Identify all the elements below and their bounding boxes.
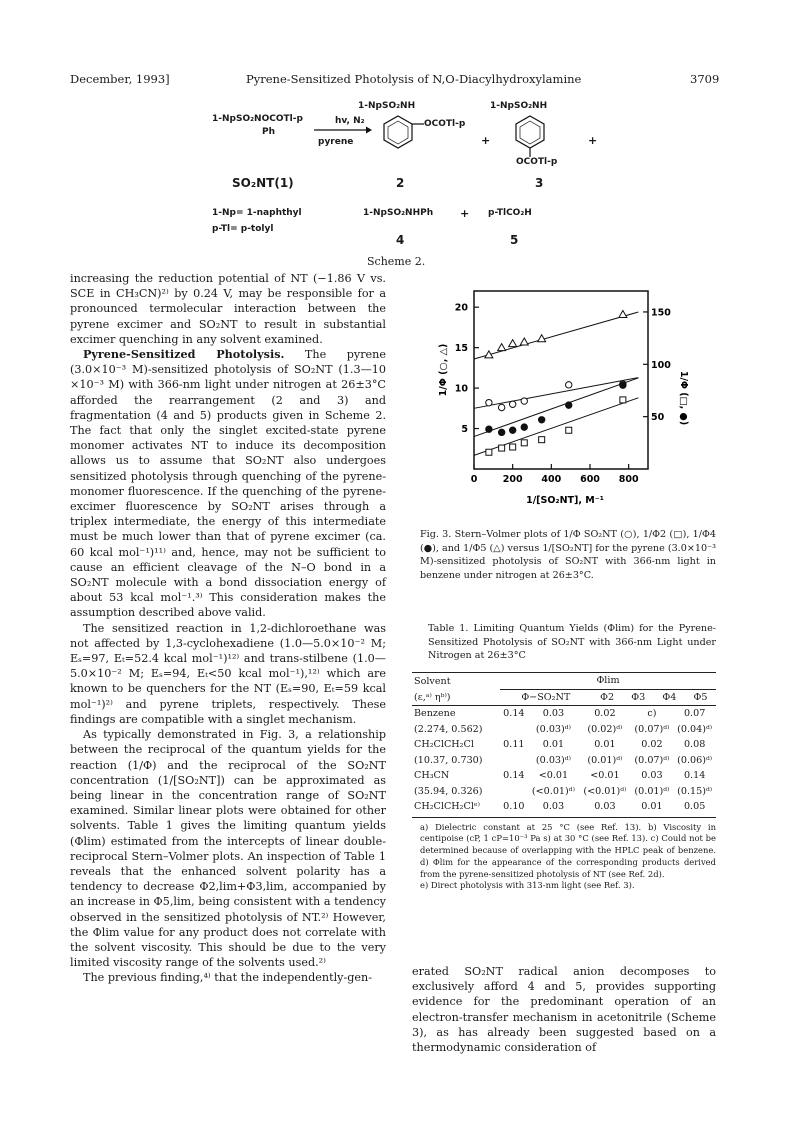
product-2-ester: OCOTl-p — [424, 119, 466, 129]
x-tick-label: 800 — [618, 474, 639, 485]
data-point-open-circle — [498, 404, 504, 410]
value-cell: 0.03 — [542, 708, 565, 720]
value-cell: <0.01 — [538, 770, 569, 782]
data-point-open-circle — [521, 398, 527, 404]
compound-label-5: 5 — [510, 233, 519, 247]
plus-sign: + — [460, 207, 470, 220]
value-cell: 0.01 — [542, 739, 565, 751]
value-cell: 0.01 — [594, 739, 616, 751]
section-heading: Pyrene-Sensitized Photolysis. — [83, 347, 285, 362]
value-cell: 0.14 — [503, 708, 525, 720]
fit-line — [474, 312, 638, 359]
product-4-formula: 1-NpSO₂NHPh — [363, 208, 434, 218]
data-point-square — [521, 440, 527, 446]
footnote: a) Dielectric constant at 25 °C (see Ref. 13). b) Viscosity in centipoise (cP, 1 cP=10⁻³ Pa s) at 30 °C (see Ref. 13). c) Could not be determined because of overlapping with the HPLC peak of benzene. d) Φlim for the appearance of the corresponding products derived from the pyrene-sensitized photolysis of NT (see Ref. 2d). — [420, 821, 716, 879]
value-cell: 0.03 — [641, 770, 663, 782]
data-point-triangle — [498, 344, 506, 351]
value-cell: 0.08 — [683, 739, 706, 751]
column-header: Φ5 — [693, 691, 708, 703]
value-cell: (0.06)ᵈ⁾ — [677, 754, 713, 766]
table-row — [412, 784, 716, 800]
table-row — [412, 768, 716, 784]
value-cell: 0.03 — [542, 801, 565, 813]
table-row — [412, 722, 716, 738]
value-cell: (0.07)ᵈ⁾ — [634, 754, 670, 766]
x-tick-label: 600 — [580, 474, 600, 485]
value-cell — [500, 722, 528, 738]
solvent-cell: (35.94, 0.326) — [414, 785, 483, 797]
data-point-square — [510, 444, 516, 450]
table-header — [412, 672, 716, 706]
value-cell: (0.07)ᵈ⁾ — [634, 723, 670, 735]
product-2-nh: 1-NpSO₂NH — [358, 101, 416, 111]
product-3-nh: 1-NpSO₂NH — [490, 101, 548, 111]
product-3-benzene-ring — [510, 113, 554, 161]
y-right-axis-label: 1/Φ (□, ●) — [678, 370, 689, 426]
scheme-2 — [180, 100, 650, 270]
table-row — [412, 799, 716, 815]
solvent-cell: CH₂ClCH₂Clᵉ⁾ — [414, 801, 480, 813]
left-column — [70, 271, 386, 986]
paragraph: increasing the reduction potential of NT (−1.86 V vs. SCE in CH₃CN)²⁾ by 0.24 V, may be responsible for a pronounced termolecular interaction between the pyrene excimer and SO₂NT to result in substantial excimer quenching in any solvent examined. — [70, 272, 386, 346]
paragraph: As typically demonstrated in Fig. 3, a relationship between the reciprocal of the quantum yields for the reaction (1/Φ) and the reciprocal of the SO₂NT concentration (1/[SO₂NT]) can be approximated as being linear in the concentration range of SO₂NT examined. Similar linear plots were obtained for other solvents. Table 1 gives the limiting quantum yields (Φlim) estimated from the intercepts of linear double-reciprocal Stern–Volmer plots. An inspection of Table 1 reveals that the enhanced solvent polarity has a tendency to decrease Φ2,lim+Φ3,lim, accompanied by an increase in Φ5,lim, being consistent with a tendency observed in the sensitized photolysis of NT.²⁾ However, the Φlim value for any product does not correlate with the solvent viscosity. This should be due to the very limited viscosity range of the solvents used.²⁾ — [70, 728, 386, 970]
data-point-filled-circle — [521, 424, 527, 430]
data-point-filled-circle — [486, 426, 492, 432]
value-cell: 0.14 — [683, 770, 706, 782]
value-cell: (<0.01)ᵈ⁾ — [583, 785, 627, 797]
y-right-tick-label: 50 — [651, 412, 665, 424]
table-1 — [412, 672, 716, 892]
reaction-conditions: hv, N₂ — [335, 116, 365, 126]
plus-sign: + — [481, 134, 491, 147]
x-tick-label: 200 — [502, 474, 523, 485]
y-left-tick-label: 5 — [461, 424, 468, 436]
y-left-tick-label: 15 — [454, 343, 468, 355]
table-row — [412, 737, 716, 753]
paragraph: The previous finding,⁴⁾ that the independently-gen- — [83, 971, 373, 985]
value-cell: (<0.01)ᵈ⁾ — [531, 785, 575, 797]
column-header: Φ2 — [600, 691, 615, 703]
data-point-filled-circle — [620, 382, 626, 388]
reactant-formula: 1-NpSO₂NOCOTl-p — [212, 114, 303, 124]
solvent-cell: Benzene — [414, 708, 456, 720]
y-left-axis-label: 1/Φ (○, △) — [438, 343, 449, 397]
abbreviation-tl: p-Tl= p-tolyl — [212, 224, 274, 234]
value-cell: (0.03)ᵈ⁾ — [535, 723, 571, 735]
value-cell: 0.03 — [594, 801, 616, 813]
figure-3-chart — [412, 283, 692, 521]
value-cell: c) — [647, 708, 657, 720]
value-cell: 0.01 — [641, 801, 663, 813]
reactant-phenyl: Ph — [262, 127, 276, 137]
solvent-cell: (2.274, 0.562) — [414, 723, 483, 735]
data-point-square — [486, 449, 492, 455]
plus-sign: + — [588, 134, 598, 147]
y-left-tick-label: 20 — [454, 302, 468, 314]
table-1-title: Table 1. Limiting Quantum Yields (Φlim) for the Pyrene-Sensitized Photolysis of SO₂NT with 366-nm Light under Nitrogen at 26±3°C — [428, 623, 716, 662]
right-column-tail: erated SO₂NT radical anion decomposes to exclusively afford 4 and 5, provides supporting evidence for the predominant operation of an electron-transfer mechanism in acetonitrile (Scheme 3), as has already been suggested based on a thermodynamic consideration of — [412, 965, 716, 1055]
value-cell: 0.02 — [594, 708, 616, 720]
value-cell: (0.01)ᵈ⁾ — [634, 785, 670, 797]
paragraph-text: The pyrene (3.0×10⁻³ M)-sensitized photolysis of SO₂NT (1.3—10 ×10⁻³ M) with 366-nm light under nitrogen at 26±3°C afforded the rearrangement (2 and 3) and fragmentation (4 and 5) products given in Scheme 2. The fact that only the singlet excited-state pyrene monomer activates NT to induce its decomposition allows us to assume that SO₂NT also undergoes sensitized photolysis through quenching of the pyrene-monomer fluorescence. If the quenching of the pyrene-excimer fluorescence by SO₂NT arises through a triplex intermediate, the energy of this intermediate must be much lower than that of pyrene excimer (ca. 60 kcal mol⁻¹)¹¹⁾ and, hence, may not be sufficient to cause an efficient cleavage of the N–O bond in a SO₂NT molecule with a bond dissociation energy of about 53 kcal mol⁻¹.³⁾ This consideration makes the assumption described above valid. — [70, 348, 387, 620]
page-number: 3709 — [690, 72, 720, 86]
data-point-filled-circle — [498, 429, 504, 435]
paragraph — [70, 347, 386, 621]
data-point-square — [620, 397, 626, 403]
scheme-caption: Scheme 2. — [367, 255, 426, 268]
table-row — [412, 753, 716, 769]
compound-label-4: 4 — [396, 233, 405, 247]
abbreviation-np: 1-Np= 1-naphthyl — [212, 208, 302, 218]
sensitizer-label: pyrene — [318, 137, 354, 147]
value-cell — [500, 784, 528, 800]
data-point-square — [566, 427, 572, 433]
x-axis-label: 1/[SO₂NT], M⁻¹ — [526, 495, 604, 506]
data-point-filled-circle — [538, 417, 544, 423]
data-point-open-circle — [509, 401, 515, 407]
running-head-title: Pyrene-Sensitized Photolysis of N,O-Diacylhydroxylamine — [246, 72, 582, 86]
data-point-filled-circle — [509, 427, 515, 433]
value-cell — [500, 753, 528, 769]
data-point-triangle — [538, 335, 546, 342]
value-cell: 0.02 — [641, 739, 663, 751]
header-phi-lim: Φlim — [500, 673, 716, 689]
column-header: Φ−SO₂NT — [521, 691, 571, 703]
table-header-grid — [412, 673, 716, 705]
table-footnotes — [412, 822, 716, 893]
value-cell: 0.05 — [683, 801, 706, 813]
data-point-triangle — [520, 338, 528, 345]
value-cell: 0.07 — [683, 708, 706, 720]
data-point-square — [499, 445, 505, 451]
paragraph: The sensitized reaction in 1,2-dichloroethane was not affected by 1,3-cyclohexadiene (1.0—5.0×10⁻² M; Eₛ=97, Eₜ=52.4 kcal mol⁻¹)¹²⁾ and trans-stilbene (1.0—5.0×10⁻² M; Eₛ=94, Eₜ<50 kcal mol⁻¹),¹²⁾ which are known to be quenchers for the NT (Eₛ=90, Eₜ=59 kcal mol⁻¹)²⁾ and pyrene triplets, respectively. These findings are compatible with a singlet mechanism. — [70, 621, 386, 726]
data-point-open-circle — [566, 382, 572, 388]
solvent-cell: (10.37, 0.730) — [414, 754, 483, 766]
x-tick-label: 400 — [541, 474, 562, 485]
column-header: Φ3 — [631, 691, 646, 703]
header-solvent: Solvent — [414, 675, 451, 687]
value-cell: 0.11 — [503, 739, 525, 751]
value-cell: (0.15)ᵈ⁾ — [677, 785, 713, 797]
product-3-ester: OCOTl-p — [516, 157, 558, 167]
y-left-tick-label: 10 — [454, 383, 468, 395]
data-point-triangle — [509, 340, 517, 347]
value-cell: (0.03)ᵈ⁾ — [535, 754, 571, 766]
solvent-cell: CH₂ClCH₂Cl — [414, 739, 474, 751]
value-cell: 0.10 — [503, 801, 525, 813]
value-cell: (0.04)ᵈ⁾ — [677, 723, 713, 735]
data-point-square — [539, 437, 545, 443]
compound-label-2: 2 — [396, 176, 405, 190]
value-cell: <0.01 — [590, 770, 620, 782]
column-header: Φ4 — [662, 691, 677, 703]
product-5-formula: p-TlCO₂H — [488, 208, 532, 218]
solvent-cell: CH₃CN — [414, 770, 450, 782]
table-row — [412, 706, 716, 722]
figure-3-caption: Fig. 3. Stern–Volmer plots of 1/Φ SO₂NT (○), 1/Φ2 (□), 1/Φ4 (●), and 1/Φ5 (△) versus 1/[SO₂NT] for the pyrene (3.0×10⁻³ M)-sensitized photolysis of SO₂NT with 366-nm light in benzene under nitrogen at 26±3°C. — [420, 529, 716, 581]
value-cell: (0.01)ᵈ⁾ — [587, 754, 623, 766]
compound-label-3: 3 — [535, 176, 544, 190]
running-head-left: December, 1993] — [70, 72, 170, 86]
value-cell: 0.14 — [503, 770, 525, 782]
table-body — [412, 706, 716, 815]
y-right-tick-label: 100 — [651, 359, 671, 371]
data-point-open-circle — [486, 399, 492, 405]
header-solvent-props: (ε,ᵃ⁾ ηᵇ⁾) — [414, 691, 451, 703]
value-cell: (0.02)ᵈ⁾ — [587, 723, 623, 735]
y-right-tick-label: 150 — [651, 307, 671, 319]
x-tick-label: 0 — [470, 474, 478, 485]
footnote: e) Direct photolysis with 313-nm light (see Ref. 3). — [420, 880, 635, 891]
reaction-arrow — [312, 125, 372, 135]
data-point-filled-circle — [566, 402, 572, 408]
compound-label-1: SO₂NT(1) — [232, 176, 294, 190]
data-point-triangle — [619, 310, 627, 317]
fit-line — [474, 378, 638, 409]
